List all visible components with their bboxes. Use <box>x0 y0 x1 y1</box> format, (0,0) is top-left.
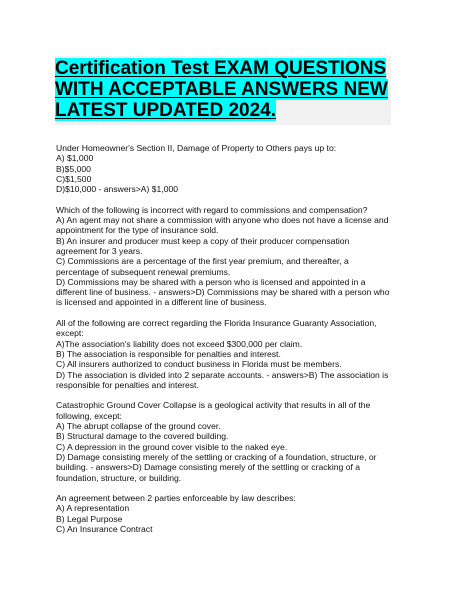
question-4-line: D) Damage consisting merely of the settling or cracking of a foundation, structure, or <box>56 451 377 462</box>
question-2-line: D) Commissions may be shared with a person who is licensed and appointed in a <box>56 276 366 287</box>
question-1-option-b: B)$5,000 <box>56 163 91 174</box>
question-2 <box>56 205 426 308</box>
title-line-1: Certification Test EXAM QUESTIONS <box>55 58 387 79</box>
question-2-line: appointment for the type of insurance sold. <box>56 225 219 236</box>
question-4-line: building. - answers>D) Damage consisting merely of the settling or cracking of a <box>56 462 361 473</box>
question-5-option-c: C) An Insurance Contract <box>56 523 153 534</box>
question-3-line: B) The association is responsible for penalties and interest. <box>56 348 281 359</box>
title-line-3: LATEST UPDATED 2024. <box>55 100 277 121</box>
question-3 <box>56 318 426 390</box>
question-3-line: D) The association is divided into 2 separate accounts. - answers>B) The association is <box>56 369 389 380</box>
question-4-line: B) Structural damage to the covered building. <box>56 431 229 442</box>
question-4 <box>56 400 426 482</box>
question-1 <box>56 143 426 194</box>
question-2-line: A) An agent may not share a commission with anyone who does not have a license and <box>56 215 389 226</box>
question-2-text: Which of the following is incorrect with regard to commissions and compensation? <box>56 204 368 215</box>
question-3-line: except: <box>56 328 84 339</box>
question-2-line: percentage of subsequent renewal premiums. <box>56 266 231 277</box>
question-1-option-d-answer: D)$10,000 - answers>A) $1,000 <box>56 184 179 195</box>
question-3-line: C) All insurers authorized to conduct business in Florida must be members. <box>56 359 342 370</box>
question-2-line: different line of business. - answers>D) Commissions may be shared with a person who <box>56 287 390 298</box>
question-4-line: A) The abrupt collapse of the ground cover. <box>56 421 221 432</box>
question-1-option-a: A) $1,000 <box>56 153 94 164</box>
question-3-line: A)The association's liability does not exceed $300,000 per claim. <box>56 338 303 349</box>
question-5-text: An agreement between 2 parties enforceable by law describes: <box>56 493 296 504</box>
question-2-line: is licensed and appointed in a different line of business. <box>56 297 267 308</box>
question-4-line: C) A depression in the ground cover visible to the naked eye. <box>56 441 288 452</box>
document-title <box>55 56 391 125</box>
question-2-line: agreement for 3 years. <box>56 245 143 256</box>
question-5 <box>56 493 426 534</box>
question-2-line: C) Commissions are a percentage of the first year premium, and thereafter, a <box>56 256 349 267</box>
question-4-text: Catastrophic Ground Cover Collapse is a geological activity that results in all of the <box>56 400 371 411</box>
question-2-line: B) An insurer and producer must keep a copy of their producer compensation <box>56 235 350 246</box>
question-5-option-b: B) Legal Purpose <box>56 513 123 524</box>
question-3-line: responsible for penalties and interest. <box>56 379 199 390</box>
question-1-option-c: C)$1,500 <box>56 173 92 184</box>
question-5-option-a: A) A representation <box>56 503 130 514</box>
document-body <box>56 143 426 545</box>
question-1-text: Under Homeowner's Section II, Damage of Property to Others pays up to: <box>56 143 337 153</box>
question-4-line: following, except: <box>56 410 122 421</box>
title-line-2: WITH ACCEPTABLE ANSWERS NEW <box>55 79 388 100</box>
question-3-text: All of the following are correct regarding the Florida Insurance Guaranty Association, <box>56 318 377 329</box>
question-4-line: foundation, structure, or building. <box>56 472 182 483</box>
